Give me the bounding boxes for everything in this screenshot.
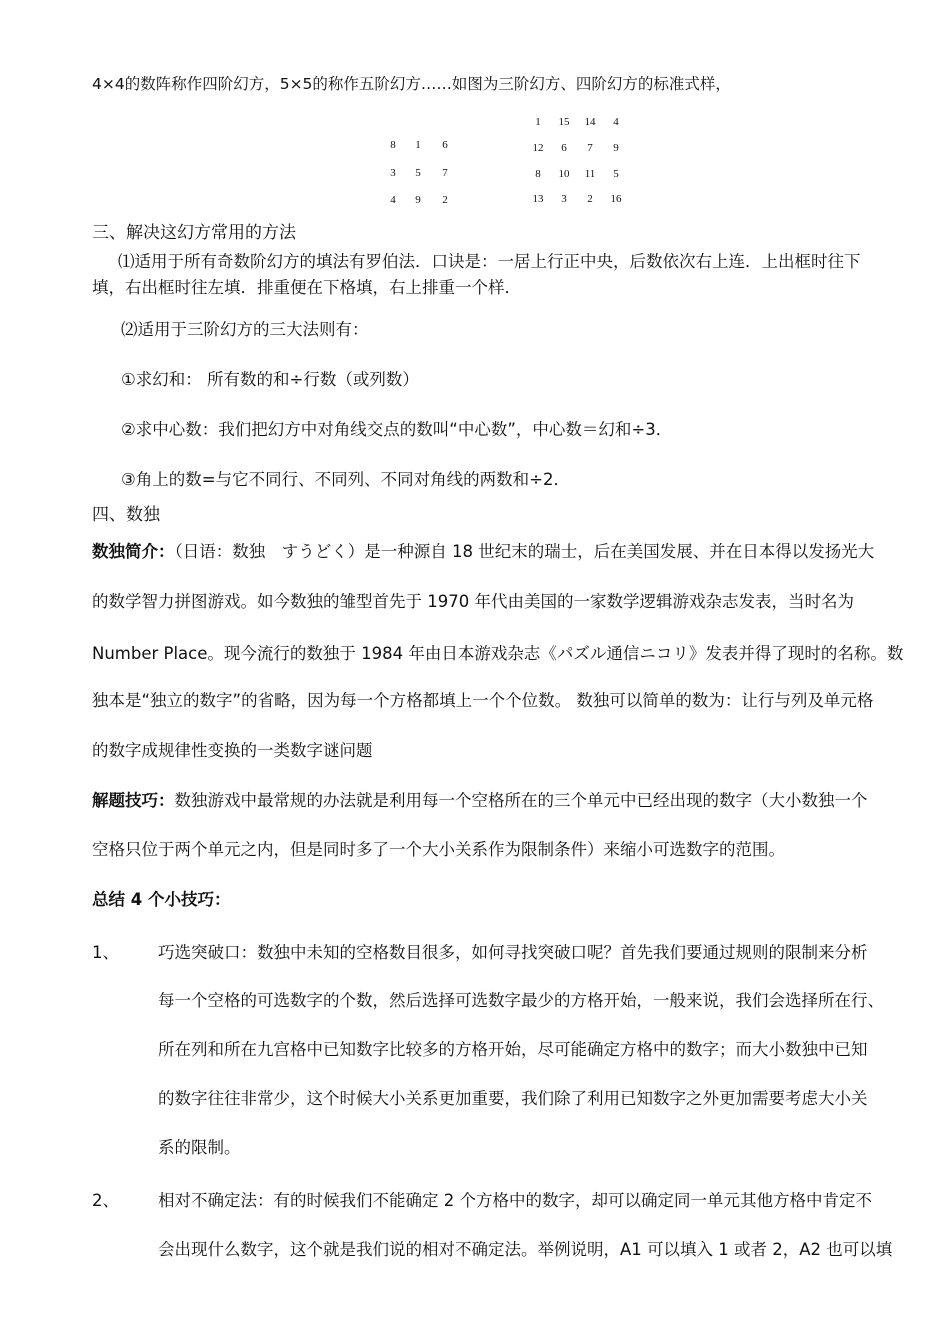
magic4-cell: 15 bbox=[558, 116, 570, 128]
sudoku-intro-text: （日语：数独 すうどく）是一种源自 18 世纪末的瑞士，后在美国发展、并在日本得以发扬光大 bbox=[174, 542, 875, 561]
magic4-cell: 13 bbox=[532, 193, 544, 205]
sudoku-intro-line-1 bbox=[92, 538, 874, 562]
magic3-cell: 5 bbox=[415, 167, 421, 179]
sudoku-intro-label: 数独简介： bbox=[92, 542, 175, 561]
tip-2-line: 会出现什么数字，这个就是我们说的相对不确定法。举例说明，A1 可以填入 1 或者 2，A2 也可以填 bbox=[158, 1240, 893, 1259]
magic3-cell: 9 bbox=[415, 194, 421, 206]
magic4-cell: 9 bbox=[613, 142, 619, 154]
summary-label: 总结 4 个小技巧： bbox=[92, 890, 231, 909]
magic3-cell: 8 bbox=[390, 139, 396, 151]
section-4-title: 四、数独 bbox=[92, 505, 160, 525]
magic4-cell: 11 bbox=[584, 168, 596, 180]
magic4-cell: 10 bbox=[558, 168, 570, 180]
magic4-cell: 1 bbox=[535, 116, 541, 128]
tip-1-line: 所在列和所在九宫格中已知数字比较多的方格开始，尽可能确定方格中的数字；而大小数独中已知 bbox=[158, 1040, 868, 1059]
rule-2: ②求中心数：我们把幻方中对角线交点的数叫“中心数”，中心数＝幻和÷3． bbox=[121, 420, 673, 439]
magic3-cell: 4 bbox=[390, 194, 396, 206]
tip-2-number: 2、 bbox=[92, 1191, 119, 1210]
magic4-cell: 3 bbox=[561, 193, 567, 205]
rule-1: ①求幻和： 所有数的和÷行数（或列数） bbox=[121, 370, 419, 389]
magic4-cell: 16 bbox=[610, 193, 622, 205]
sudoku-intro-line-3: Number Place。现今流行的数独于 1984 年由日本游戏杂志《パズル通信ニコリ》发表并得了现时的名称。数 bbox=[92, 644, 904, 663]
method-1-line-2: 填，右出框时往左填．排重便在下格填，右上排重一个样． bbox=[92, 278, 521, 297]
tip-2-line: 相对不确定法：有的时候我们不能确定 2 个方格中的数字，却可以确定同一单元其他方格中肯定不 bbox=[158, 1191, 872, 1210]
intro-line: 4×4的数阵称作四阶幻方，5×5的称作五阶幻方……如图为三阶幻方、四阶幻方的标准式样， bbox=[92, 75, 731, 93]
magic3-cell: 7 bbox=[442, 167, 448, 179]
magic4-cell: 6 bbox=[561, 142, 567, 154]
tip-1-number: 1、 bbox=[92, 943, 119, 962]
magic3-cell: 6 bbox=[442, 139, 448, 151]
section-3-title: 三、解决这幻方常用的方法 bbox=[92, 223, 296, 243]
tip-1-line: 系的限制。 bbox=[158, 1138, 241, 1157]
magic3-cell: 2 bbox=[442, 194, 448, 206]
sudoku-intro-line-5: 的数字成规律性变换的一类数字谜问题 bbox=[92, 741, 373, 760]
tip-1-line: 巧选突破口：数独中未知的空格数目很多，如何寻找突破口呢？首先我们要通过规则的限制来分析 bbox=[158, 943, 868, 962]
magic4-cell: 5 bbox=[613, 168, 619, 180]
sudoku-intro-line-2: 的数学智力拼图游戏。如今数独的雏型首先于 1970 年代由美国的一家数学逻辑游戏杂志发表，当时名为 bbox=[92, 592, 854, 611]
tip-1-line: 每一个空格的可选数字的个数，然后选择可选数字最少的方格开始，一般来说，我们会选择所在行、 bbox=[158, 991, 884, 1010]
magic3-cell: 3 bbox=[390, 167, 396, 179]
magic3-cell: 1 bbox=[415, 139, 421, 151]
magic4-cell: 12 bbox=[532, 142, 544, 154]
magic4-cell: 8 bbox=[535, 168, 541, 180]
method-2: ⑵适用于三阶幻方的三大法则有： bbox=[121, 320, 369, 339]
magic4-cell: 2 bbox=[587, 193, 593, 205]
magic4-cell: 7 bbox=[587, 142, 593, 154]
sudoku-intro-line-4: 独本是“独立的数字”的省略，因为每一个方格都填上一个个位数。 数独可以简单的数为：让行与列及单元格 bbox=[92, 691, 874, 710]
rule-3: ③角上的数=与它不同行、不同列、不同对角线的两数和÷2． bbox=[121, 470, 570, 489]
technique-text: 数独游戏中最常规的办法就是利用每一个空格所在的三个单元中已经出现的数字（大小数独一个 bbox=[174, 791, 868, 810]
magic4-cell: 14 bbox=[584, 116, 596, 128]
magic4-cell: 4 bbox=[613, 116, 619, 128]
technique-label: 解题技巧： bbox=[92, 791, 175, 810]
tip-1-line: 的数字往往非常少，这个时候大小关系更加重要，我们除了利用已知数字之外更加需要考虑大小关 bbox=[158, 1089, 868, 1108]
technique-line-2: 空格只位于两个单元之内，但是同时多了一个大小关系作为限制条件）来缩小可选数字的范围。 bbox=[92, 840, 785, 859]
technique-line-1 bbox=[92, 787, 868, 811]
method-1-line-1: ⑴适用于所有奇数阶幻方的填法有罗伯法．口诀是：一居上行正中央，后数依次右上连．上出框时往下 bbox=[118, 252, 861, 271]
